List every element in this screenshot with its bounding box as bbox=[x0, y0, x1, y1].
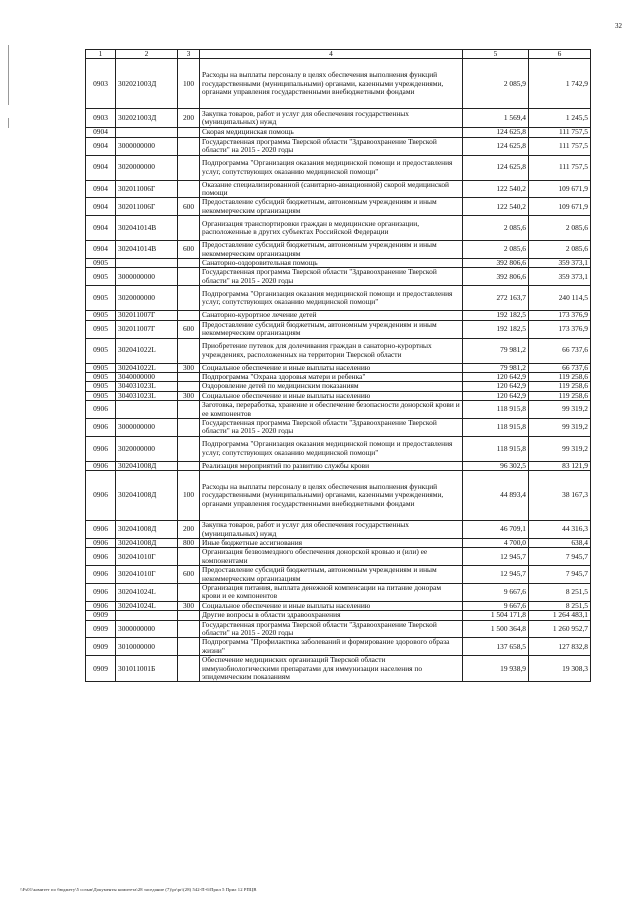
expense-type-cell bbox=[178, 584, 200, 602]
table-row bbox=[86, 611, 591, 620]
actual-amount-cell: 38 167,3 bbox=[529, 471, 591, 521]
table-row bbox=[86, 59, 591, 109]
table-row bbox=[86, 241, 591, 259]
expense-type-cell bbox=[178, 401, 200, 419]
section-code-cell: 0906 bbox=[86, 538, 116, 547]
budget-table bbox=[85, 49, 591, 682]
header-cell-6: 6 bbox=[529, 50, 591, 59]
expense-type-cell bbox=[178, 137, 200, 155]
section-code-cell: 0905 bbox=[86, 311, 116, 320]
scan-artifact bbox=[8, 118, 9, 128]
section-code-cell: 0903 bbox=[86, 59, 116, 109]
table-row bbox=[86, 338, 591, 363]
plan-amount-cell: 137 658,5 bbox=[463, 638, 529, 656]
actual-amount-cell: 1 742,9 bbox=[529, 59, 591, 109]
plan-amount-cell: 192 182,5 bbox=[463, 311, 529, 320]
section-code-cell: 0904 bbox=[86, 137, 116, 155]
expense-type-cell: 300 bbox=[178, 601, 200, 610]
expense-type-cell: 300 bbox=[178, 363, 200, 372]
table-row bbox=[86, 566, 591, 584]
target-item-cell: 302041010Г bbox=[116, 566, 178, 584]
target-item-cell: 302041022L bbox=[116, 363, 178, 372]
plan-amount-cell: 118 915,8 bbox=[463, 401, 529, 419]
actual-amount-cell: 44 316,3 bbox=[529, 521, 591, 539]
actual-amount-cell: 7 945,7 bbox=[529, 566, 591, 584]
plan-amount-cell: 118 915,8 bbox=[463, 418, 529, 436]
section-code-cell: 0905 bbox=[86, 363, 116, 372]
target-item-cell: 302011006Г bbox=[116, 180, 178, 198]
section-code-cell: 0906 bbox=[86, 436, 116, 461]
header-row bbox=[86, 50, 591, 59]
target-item-cell: 302041010Г bbox=[116, 548, 178, 566]
target-item-cell: 302041024L bbox=[116, 601, 178, 610]
plan-amount-cell: 4 700,0 bbox=[463, 538, 529, 547]
section-code-cell: 0904 bbox=[86, 241, 116, 259]
section-code-cell: 0906 bbox=[86, 566, 116, 584]
description-cell: Закупка товаров, работ и услуг для обеспечения государственных (муниципальных) нужд bbox=[200, 521, 463, 539]
section-code-cell: 0906 bbox=[86, 548, 116, 566]
description-cell: Санаторно-курортное лечение детей bbox=[200, 311, 463, 320]
actual-amount-cell: 8 251,5 bbox=[529, 584, 591, 602]
expense-type-cell: 800 bbox=[178, 538, 200, 547]
actual-amount-cell: 638,4 bbox=[529, 538, 591, 547]
table-row bbox=[86, 382, 591, 391]
description-cell: Расходы на выплаты персоналу в целях обеспечения выполнения функций государственными (муниципальными) органами, казенными учреждениями, органами управления государственными внебюджетными фондами bbox=[200, 59, 463, 109]
actual-amount-cell: 111 757,5 bbox=[529, 137, 591, 155]
section-code-cell: 0906 bbox=[86, 401, 116, 419]
description-cell: Организация питания, выплата денежной компенсации на питание донорам крови и ее компонентов bbox=[200, 584, 463, 602]
table-row bbox=[86, 521, 591, 539]
table-row bbox=[86, 216, 591, 241]
plan-amount-cell: 118 915,8 bbox=[463, 436, 529, 461]
table-row bbox=[86, 418, 591, 436]
description-cell: Подпрограмма "Организация оказания медицинской помощи и предоставления услуг, сопутствующих оказанию медицинской помощи" bbox=[200, 436, 463, 461]
target-item-cell bbox=[116, 401, 178, 419]
expense-type-cell bbox=[178, 548, 200, 566]
plan-amount-cell: 2 085,6 bbox=[463, 241, 529, 259]
expense-type-cell bbox=[178, 180, 200, 198]
table-row bbox=[86, 268, 591, 286]
description-cell: Предоставление субсидий бюджетным, автономным учреждениям и иным некоммерческим организациям bbox=[200, 241, 463, 259]
description-cell: Социальное обеспечение и иные выплаты населению bbox=[200, 391, 463, 400]
description-cell: Реализация мероприятий по развитию службы крови bbox=[200, 461, 463, 470]
table-row bbox=[86, 155, 591, 180]
target-item-cell: 3000000000 bbox=[116, 620, 178, 638]
actual-amount-cell: 99 319,2 bbox=[529, 436, 591, 461]
actual-amount-cell: 99 319,2 bbox=[529, 401, 591, 419]
plan-amount-cell: 122 540,2 bbox=[463, 198, 529, 216]
target-item-cell: 302021003Д bbox=[116, 59, 178, 109]
section-code-cell: 0906 bbox=[86, 461, 116, 470]
description-cell: Подпрограмма "Организация оказания медицинской помощи и предоставления услуг, сопутствующих оказанию медицинской помощи" bbox=[200, 286, 463, 311]
plan-amount-cell: 392 806,6 bbox=[463, 259, 529, 268]
section-code-cell: 0909 bbox=[86, 656, 116, 682]
plan-amount-cell: 2 085,6 bbox=[463, 216, 529, 241]
actual-amount-cell: 109 671,9 bbox=[529, 180, 591, 198]
page-number: 32 bbox=[615, 22, 622, 30]
expense-type-cell bbox=[178, 611, 200, 620]
expense-type-cell bbox=[178, 436, 200, 461]
table-row bbox=[86, 198, 591, 216]
description-cell: Организация безвозмездного обеспечения донорской кровью и (или) ее компонентами bbox=[200, 548, 463, 566]
description-cell: Государственная программа Тверской области "Здравоохранение Тверской области" на 2015 - 2020 годы bbox=[200, 620, 463, 638]
target-item-cell: 304031023L bbox=[116, 382, 178, 391]
section-code-cell: 0905 bbox=[86, 268, 116, 286]
expense-type-cell: 100 bbox=[178, 59, 200, 109]
target-item-cell: 302041024L bbox=[116, 584, 178, 602]
expense-type-cell: 600 bbox=[178, 241, 200, 259]
target-item-cell: 3000000000 bbox=[116, 137, 178, 155]
actual-amount-cell: 173 376,9 bbox=[529, 311, 591, 320]
expense-type-cell: 200 bbox=[178, 109, 200, 128]
table-row bbox=[86, 548, 591, 566]
expense-type-cell bbox=[178, 382, 200, 391]
expense-type-cell: 600 bbox=[178, 198, 200, 216]
description-cell: Закупка товаров, работ и услуг для обеспечения государственных (муниципальных) нужд bbox=[200, 109, 463, 128]
plan-amount-cell: 46 709,1 bbox=[463, 521, 529, 539]
section-code-cell: 0904 bbox=[86, 216, 116, 241]
section-code-cell: 0905 bbox=[86, 391, 116, 400]
plan-amount-cell: 392 806,6 bbox=[463, 268, 529, 286]
plan-amount-cell: 124 625,8 bbox=[463, 137, 529, 155]
plan-amount-cell: 1 504 171,8 bbox=[463, 611, 529, 620]
actual-amount-cell: 1 245,5 bbox=[529, 109, 591, 128]
table-row bbox=[86, 137, 591, 155]
section-code-cell: 0905 bbox=[86, 320, 116, 338]
description-cell: Оказание специализированной (санитарно-авиационной) скорой медицинской помощи bbox=[200, 180, 463, 198]
actual-amount-cell: 99 319,2 bbox=[529, 418, 591, 436]
section-code-cell: 0905 bbox=[86, 338, 116, 363]
section-code-cell: 0909 bbox=[86, 638, 116, 656]
target-item-cell: 302041014В bbox=[116, 241, 178, 259]
target-item-cell: 302011007Г bbox=[116, 320, 178, 338]
expense-type-cell: 200 bbox=[178, 521, 200, 539]
plan-amount-cell: 1 569,4 bbox=[463, 109, 529, 128]
target-item-cell: 302041008Д bbox=[116, 471, 178, 521]
description-cell: Приобретение путевок для долечивания граждан в санаторно-курортных учреждениях, расположенных на территории Тверской области bbox=[200, 338, 463, 363]
table-row bbox=[86, 584, 591, 602]
expense-type-cell bbox=[178, 620, 200, 638]
plan-amount-cell: 272 163,7 bbox=[463, 286, 529, 311]
table-row bbox=[86, 128, 591, 137]
actual-amount-cell: 109 671,9 bbox=[529, 198, 591, 216]
expense-type-cell: 100 bbox=[178, 471, 200, 521]
plan-amount-cell: 192 182,5 bbox=[463, 320, 529, 338]
target-item-cell: 302041008Д bbox=[116, 538, 178, 547]
actual-amount-cell: 1 260 952,7 bbox=[529, 620, 591, 638]
expense-type-cell bbox=[178, 268, 200, 286]
description-cell: Государственная программа Тверской области "Здравоохранение Тверской области" на 2015 - 2020 годы bbox=[200, 137, 463, 155]
actual-amount-cell: 119 258,6 bbox=[529, 391, 591, 400]
target-item-cell: 302041014В bbox=[116, 216, 178, 241]
actual-amount-cell: 83 121,9 bbox=[529, 461, 591, 470]
target-item-cell: 3040000000 bbox=[116, 372, 178, 381]
section-code-cell: 0904 bbox=[86, 198, 116, 216]
expense-type-cell bbox=[178, 656, 200, 682]
description-cell: Заготовка, переработка, хранение и обеспечение безопасности донорской крови и ее компонентов bbox=[200, 401, 463, 419]
actual-amount-cell: 2 085,6 bbox=[529, 241, 591, 259]
target-item-cell bbox=[116, 128, 178, 137]
plan-amount-cell: 122 540,2 bbox=[463, 180, 529, 198]
expense-type-cell bbox=[178, 286, 200, 311]
expense-type-cell: 600 bbox=[178, 566, 200, 584]
expense-type-cell bbox=[178, 461, 200, 470]
description-cell: Социальное обеспечение и иные выплаты населению bbox=[200, 363, 463, 372]
actual-amount-cell: 66 737,6 bbox=[529, 363, 591, 372]
target-item-cell: 302021003Д bbox=[116, 109, 178, 128]
actual-amount-cell: 240 114,5 bbox=[529, 286, 591, 311]
table-row bbox=[86, 286, 591, 311]
actual-amount-cell: 119 258,6 bbox=[529, 382, 591, 391]
section-code-cell: 0909 bbox=[86, 620, 116, 638]
table-row bbox=[86, 461, 591, 470]
actual-amount-cell: 19 308,3 bbox=[529, 656, 591, 682]
description-cell: Оздоровление детей по медицинским показаниям bbox=[200, 382, 463, 391]
plan-amount-cell: 124 625,8 bbox=[463, 155, 529, 180]
header-cell-5: 5 bbox=[463, 50, 529, 59]
expense-type-cell bbox=[178, 259, 200, 268]
plan-amount-cell: 9 667,6 bbox=[463, 584, 529, 602]
description-cell: Предоставление субсидий бюджетным, автономным учреждениям и иным некоммерческим организациям bbox=[200, 566, 463, 584]
file-path-footer: \\Fs01\комитет по бюджету\5 созыв\Документы комитета\28 заседание (7)\pr\pr\(28) 542-П-6\Прил 5 Прил 12 РПЦВ bbox=[20, 887, 257, 892]
section-code-cell: 0905 bbox=[86, 286, 116, 311]
description-cell: Предоставление субсидий бюджетным, автономным учреждениям и иным некоммерческим организациям bbox=[200, 198, 463, 216]
plan-amount-cell: 79 981,2 bbox=[463, 363, 529, 372]
actual-amount-cell: 359 373,1 bbox=[529, 268, 591, 286]
header-cell-1: 1 bbox=[86, 50, 116, 59]
description-cell: Подпрограмма "Профилактика заболеваний и формирование здорового образа жизни" bbox=[200, 638, 463, 656]
section-code-cell: 0906 bbox=[86, 584, 116, 602]
table-row bbox=[86, 401, 591, 419]
section-code-cell: 0906 bbox=[86, 418, 116, 436]
section-code-cell: 0905 bbox=[86, 382, 116, 391]
actual-amount-cell: 119 258,6 bbox=[529, 372, 591, 381]
actual-amount-cell: 111 757,5 bbox=[529, 155, 591, 180]
description-cell: Расходы на выплаты персоналу в целях обеспечения выполнения функций государственными (муниципальными) органами, казенными учреждениями, органами управления государственными внебюджетными фондами bbox=[200, 471, 463, 521]
expense-type-cell bbox=[178, 216, 200, 241]
header-cell-2: 2 bbox=[116, 50, 178, 59]
section-code-cell: 0904 bbox=[86, 128, 116, 137]
target-item-cell: 3020000000 bbox=[116, 286, 178, 311]
scan-artifact bbox=[8, 45, 9, 105]
actual-amount-cell: 127 832,8 bbox=[529, 638, 591, 656]
plan-amount-cell: 19 938,9 bbox=[463, 656, 529, 682]
plan-amount-cell: 120 642,9 bbox=[463, 372, 529, 381]
description-cell: Скорая медицинская помощь bbox=[200, 128, 463, 137]
target-item-cell: 302041008Д bbox=[116, 461, 178, 470]
target-item-cell: 302011007Г bbox=[116, 311, 178, 320]
plan-amount-cell: 120 642,9 bbox=[463, 391, 529, 400]
section-code-cell: 0909 bbox=[86, 611, 116, 620]
header-cell-3: 3 bbox=[178, 50, 200, 59]
expense-type-cell bbox=[178, 338, 200, 363]
section-code-cell: 0906 bbox=[86, 601, 116, 610]
target-item-cell bbox=[116, 611, 178, 620]
table-row bbox=[86, 363, 591, 372]
table-row bbox=[86, 638, 591, 656]
expense-type-cell bbox=[178, 311, 200, 320]
description-cell: Иные бюджетные ассигнования bbox=[200, 538, 463, 547]
section-code-cell: 0906 bbox=[86, 471, 116, 521]
target-item-cell: 3010000000 bbox=[116, 638, 178, 656]
expense-type-cell bbox=[178, 128, 200, 137]
actual-amount-cell: 111 757,5 bbox=[529, 128, 591, 137]
plan-amount-cell: 9 667,6 bbox=[463, 601, 529, 610]
section-code-cell: 0904 bbox=[86, 180, 116, 198]
section-code-cell: 0904 bbox=[86, 155, 116, 180]
actual-amount-cell: 359 373,1 bbox=[529, 259, 591, 268]
table-row bbox=[86, 436, 591, 461]
target-item-cell: 302041022L bbox=[116, 338, 178, 363]
expense-type-cell bbox=[178, 372, 200, 381]
table-row bbox=[86, 109, 591, 128]
table-body bbox=[86, 59, 591, 682]
expense-type-cell bbox=[178, 638, 200, 656]
section-code-cell: 0906 bbox=[86, 521, 116, 539]
table-row bbox=[86, 471, 591, 521]
section-code-cell: 0903 bbox=[86, 109, 116, 128]
expense-type-cell bbox=[178, 418, 200, 436]
plan-amount-cell: 44 893,4 bbox=[463, 471, 529, 521]
expense-type-cell: 300 bbox=[178, 391, 200, 400]
table-row bbox=[86, 180, 591, 198]
description-cell: Организация транспортировки граждан в медицинские организации, расположенные в других субъектах Российской Федерации bbox=[200, 216, 463, 241]
description-cell: Государственная программа Тверской области "Здравоохранение Тверской области" на 2015 - 2020 годы bbox=[200, 268, 463, 286]
expense-type-cell: 600 bbox=[178, 320, 200, 338]
expense-type-cell bbox=[178, 155, 200, 180]
target-item-cell: 3020000000 bbox=[116, 155, 178, 180]
target-item-cell: 304031023L bbox=[116, 391, 178, 400]
target-item-cell: 3000000000 bbox=[116, 268, 178, 286]
actual-amount-cell: 173 376,9 bbox=[529, 320, 591, 338]
description-cell: Подпрограмма "Охрана здоровья матери и ребенка" bbox=[200, 372, 463, 381]
plan-amount-cell: 96 302,5 bbox=[463, 461, 529, 470]
plan-amount-cell: 120 642,9 bbox=[463, 382, 529, 391]
section-code-cell: 0905 bbox=[86, 259, 116, 268]
table-row bbox=[86, 656, 591, 682]
actual-amount-cell: 8 251,5 bbox=[529, 601, 591, 610]
description-cell: Государственная программа Тверской области "Здравоохранение Тверской области" на 2015 - 2020 годы bbox=[200, 418, 463, 436]
header-cell-4: 4 bbox=[200, 50, 463, 59]
target-item-cell bbox=[116, 259, 178, 268]
description-cell: Подпрограмма "Организация оказания медицинской помощи и предоставления услуг, сопутствующих оказанию медицинской помощи" bbox=[200, 155, 463, 180]
table-row bbox=[86, 620, 591, 638]
actual-amount-cell: 1 264 483,1 bbox=[529, 611, 591, 620]
target-item-cell: 302041008Д bbox=[116, 521, 178, 539]
description-cell: Социальное обеспечение и иные выплаты населению bbox=[200, 601, 463, 610]
actual-amount-cell: 66 737,6 bbox=[529, 338, 591, 363]
actual-amount-cell: 7 945,7 bbox=[529, 548, 591, 566]
description-cell: Санаторно-оздоровительная помощь bbox=[200, 259, 463, 268]
plan-amount-cell: 2 085,9 bbox=[463, 59, 529, 109]
target-item-cell: 301011001Б bbox=[116, 656, 178, 682]
plan-amount-cell: 1 500 364,8 bbox=[463, 620, 529, 638]
target-item-cell: 3000000000 bbox=[116, 418, 178, 436]
description-cell: Другие вопросы в области здравоохранения bbox=[200, 611, 463, 620]
target-item-cell: 3020000000 bbox=[116, 436, 178, 461]
description-cell: Обеспечение медицинских организаций Тверской области иммунобиологическими препаратами для иммунизации населения по эпидемическим показаниям bbox=[200, 656, 463, 682]
target-item-cell: 302011006Г bbox=[116, 198, 178, 216]
plan-amount-cell: 12 945,7 bbox=[463, 548, 529, 566]
plan-amount-cell: 79 981,2 bbox=[463, 338, 529, 363]
description-cell: Предоставление субсидий бюджетным, автономным учреждениям и иным некоммерческим организациям bbox=[200, 320, 463, 338]
table-row bbox=[86, 311, 591, 320]
plan-amount-cell: 12 945,7 bbox=[463, 566, 529, 584]
section-code-cell: 0905 bbox=[86, 372, 116, 381]
plan-amount-cell: 124 625,8 bbox=[463, 128, 529, 137]
actual-amount-cell: 2 085,6 bbox=[529, 216, 591, 241]
table-row bbox=[86, 320, 591, 338]
